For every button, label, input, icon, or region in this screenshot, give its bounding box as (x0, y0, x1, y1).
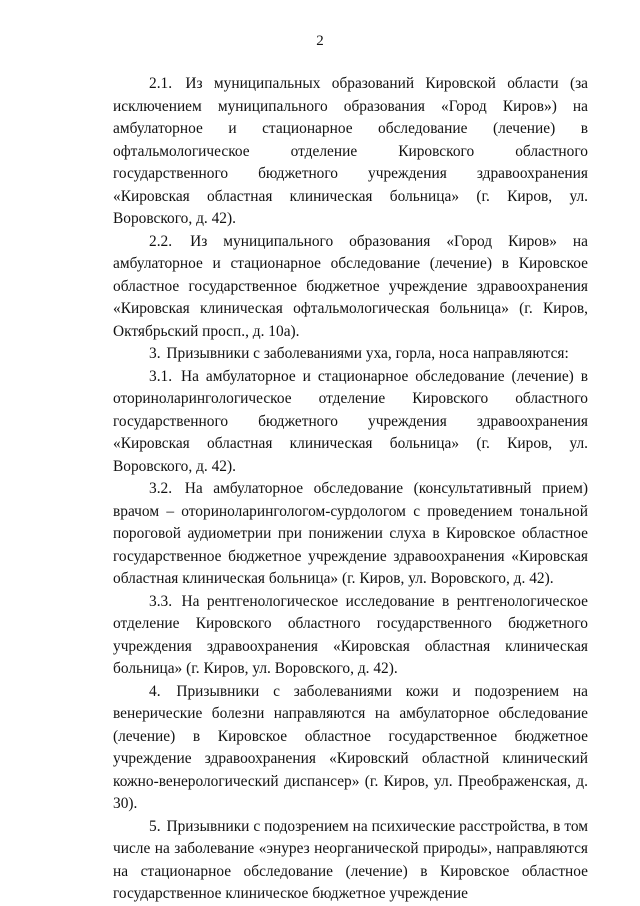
paragraph-number: 5. (149, 817, 161, 835)
paragraph-text: Из муниципальных образований Кировской области (за исключением муниципального образования «Город Киров») на амбулаторное и стационарное обследование (лечение) в офтальмологическое отделение Кировского областного государственного бюджетного учреждения здравоохранения «Кировская областная клиническая больница» (г. Киров, ул. Воровского, д. 42). (113, 75, 588, 227)
paragraph-3-2 (113, 478, 588, 591)
paragraph-2-1 (113, 73, 588, 231)
paragraph-text: На амбулаторное и стационарное обследование (лечение) в оториноларингологическое отделение Кировского областного государственного бюджетного учреждения здравоохранения «Кировская областная клиническая больница» (г. Киров, ул. Воровского, д. 42). (113, 367, 588, 475)
paragraph-text: На рентгенологическое исследование в рентгенологическое отделение Кировского областного государственного бюджетного учреждения здравоохранения «Кировская областная клиническая больница» (г. Киров, ул. Воровского, д. 42). (113, 592, 589, 677)
paragraph-3-3 (113, 591, 588, 681)
paragraph-text: Призывники с заболеваниями уха, горла, носа направляются: (166, 345, 569, 362)
paragraph-number: 2.1. (149, 75, 173, 92)
paragraph-number: 3.2. (149, 480, 173, 497)
paragraph-number: 2.2. (149, 232, 173, 250)
paragraph-2-2 (113, 231, 588, 344)
page-number: 2 (316, 33, 324, 49)
paragraph-number: 4. (149, 682, 161, 700)
paragraph-number: 3.1. (149, 367, 173, 385)
paragraph-text: Призывники с заболеваниями кожи и подозрением на венерические болезни направляются на амбулаторное обследование (лечение) в Кировское областное государственное бюджетное учреждение здравоохранения «Кировский областной клинический кожно-венерологический диспансер» (г. Киров, ул. Преображенская, д. 30). (113, 682, 588, 812)
paragraph-number: 3.3. (149, 592, 173, 610)
paragraph-4 (113, 681, 588, 816)
paragraph-text: На амбулаторное обследование (консультативный прием) врачом – оториноларингологом-сурдологом с проведением тональной пороговой аудиометрии при понижении слуха в Кировское областное государственное бюджетное учреждение здравоохранения «Кировская областная клиническая больница» (г. Киров, ул. Воровского, д. 42). (113, 480, 588, 587)
paragraph-number: 3. (149, 345, 161, 362)
document-body (113, 73, 588, 906)
paragraph-3 (113, 343, 588, 366)
paragraph-text: Из муниципального образования «Город Киров» на амбулаторное и стационарное обследование (лечение) в Кировское областное государственное бюджетное учреждение здравоохранения «Кировская клиническая офтальмологическая больница» (г. Киров, Октябрьский просп., д. 10а). (113, 232, 588, 340)
paragraph-text: Призывники с подозрением на психические расстройства, в том числе на заболевание «энурез неорганической природы», направляются на стационарное обследование (лечение) в Кировское областное государственное клиническое бюджетное учреждение (113, 817, 588, 902)
paragraph-3-1 (113, 366, 588, 479)
paragraph-5 (113, 816, 588, 906)
